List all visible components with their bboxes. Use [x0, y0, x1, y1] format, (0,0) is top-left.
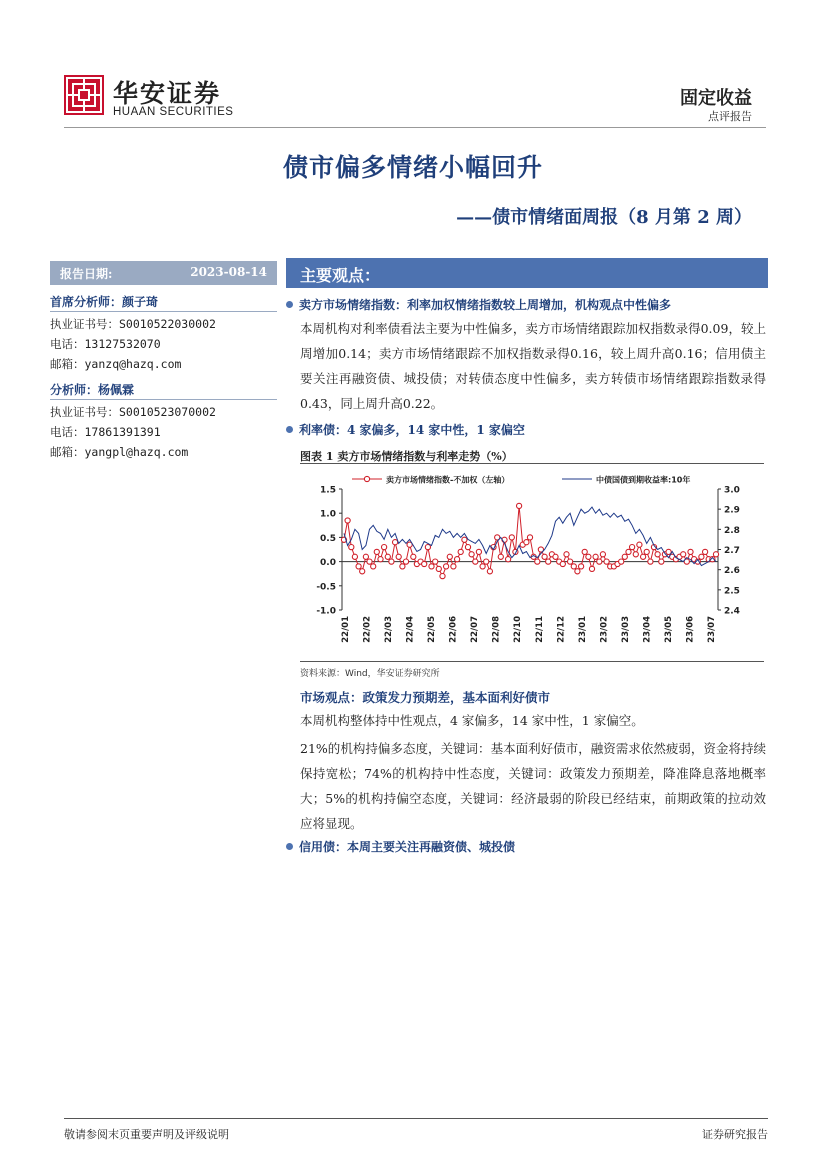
right-tick-label: 2.7: [724, 546, 740, 556]
legend-marker-1: [364, 476, 369, 481]
series-point: [393, 540, 398, 545]
series-point: [345, 518, 350, 523]
bullet-credit: [286, 838, 515, 855]
analyst2-divider: [50, 399, 277, 400]
series-point: [604, 559, 609, 564]
bullet-dot-icon: [286, 301, 293, 308]
series-point: [462, 537, 467, 542]
x-tick-label: 22/03: [384, 616, 395, 643]
header-divider: [64, 127, 766, 128]
institution-views-paragraph: 21%的机构持偏多态度，关键词：基本面利好债市，融资需求依然疲弱，资金将持续保持宽松；74%的机构持中性态度，关键词：政策发力预期差，降准降息落地概率大；5%的机构持偏空态度，关键词：经济最弱的阶段已经结束，前期政策的拉动效应将显现。: [300, 741, 766, 831]
series-point: [458, 549, 463, 554]
logo-mark: [64, 75, 104, 115]
x-tick-label: 23/04: [642, 616, 653, 643]
series-point: [688, 549, 693, 554]
series-point: [433, 559, 438, 564]
series-point: [455, 557, 460, 562]
series-point: [644, 549, 649, 554]
footer-disclaimer[interactable]: 敬请参阅末页重要声明及评级说明: [64, 1128, 229, 1141]
x-tick-label: 23/03: [620, 616, 631, 643]
series-point: [564, 552, 569, 557]
right-tick-label: 2.5: [724, 586, 740, 597]
x-tick-label: 22/02: [362, 616, 373, 643]
series-point: [371, 564, 376, 569]
analyst2-cert: 执业证书号：S0010523070002: [50, 405, 216, 419]
left-tick-label: 0.5: [320, 533, 336, 544]
series-point: [473, 559, 478, 564]
bullet-credit-text: 信用债：本周主要关注再融资债、城投债: [299, 840, 516, 854]
series-point: [385, 554, 390, 559]
series-point: [400, 564, 405, 569]
series-point: [553, 554, 558, 559]
series-point: [633, 552, 638, 557]
series-point: [429, 564, 434, 569]
series-point: [630, 545, 635, 550]
series-point: [396, 554, 401, 559]
left-tick-label: 1.5: [320, 485, 336, 496]
right-tick-label: 2.8: [724, 525, 740, 536]
left-tick-label: -1.0: [316, 606, 336, 617]
series-point: [527, 535, 532, 540]
legend-label-2: 中债国债到期收益率:10年: [596, 475, 691, 485]
series-point: [506, 557, 511, 562]
report-title: 债市偏多情绪小幅回升: [282, 153, 543, 182]
report-type: 点评报告: [708, 110, 752, 123]
series-point: [487, 569, 492, 574]
series-point: [436, 566, 441, 571]
series-point: [363, 554, 368, 559]
x-tick-label: 23/02: [599, 616, 610, 643]
legend-label-1: 卖方市场情绪指数-不加权（左轴）: [386, 475, 510, 485]
series-point: [571, 564, 576, 569]
market-view-heading: 市场观点：政策发力预期差，基本面利好债市: [300, 690, 551, 705]
left-tick-label: -0.5: [316, 582, 336, 593]
series-point: [382, 545, 387, 550]
market-view-paragraph: 本周机构整体持中性观点，4 家偏多，14 家中性，1 家偏空。: [300, 713, 644, 728]
main-points-title: 主要观点：: [300, 266, 381, 285]
sentiment-rate-chart: [300, 463, 764, 661]
series-point: [360, 569, 365, 574]
series-point: [575, 569, 580, 574]
figure-bottom-rule: [300, 661, 764, 662]
bullet-rates: [286, 421, 525, 438]
analyst2-title: 分析师：杨佩霖: [50, 383, 135, 397]
series-point: [637, 542, 642, 547]
series-point: [560, 561, 565, 566]
right-tick-label: 2.4: [724, 606, 740, 617]
series-point: [589, 566, 594, 571]
series-point: [352, 554, 357, 559]
series-point: [367, 559, 372, 564]
date-label: 报告日期:: [60, 267, 113, 281]
series-point: [444, 564, 449, 569]
date-value: 2023-08-14: [190, 265, 267, 279]
bullet-sentiment-text: 卖方市场情绪指数：利率加权情绪指数较上周增加，机构观点中性偏多: [299, 298, 672, 312]
x-tick-label: 22/06: [448, 616, 459, 643]
analyst1-email[interactable]: 邮箱：yanzq@hazq.com: [50, 357, 182, 371]
series-point: [641, 554, 646, 559]
right-tick-label: 2.9: [724, 505, 740, 516]
bullet-dot-icon: [286, 426, 293, 433]
report-date-bar: [50, 261, 277, 285]
x-tick-label: 22/04: [405, 616, 416, 643]
series-point: [542, 554, 547, 559]
series-point: [480, 564, 485, 569]
series-point: [681, 552, 686, 557]
logo-english: HUAAN SECURITIES: [113, 106, 234, 118]
series-point: [622, 554, 627, 559]
x-tick-label: 23/05: [663, 616, 674, 643]
x-tick-label: 23/01: [577, 616, 588, 643]
analyst1-cert: 执业证书号：S0010522030002: [50, 317, 216, 331]
analyst1-title: 首席分析师：颜子琦: [50, 295, 159, 309]
bullet-sentiment: [286, 296, 671, 313]
series-point: [349, 545, 354, 550]
series-point: [703, 549, 708, 554]
series-point: [469, 552, 474, 557]
series-point: [535, 559, 540, 564]
series-point: [626, 549, 631, 554]
figure-title: 图表 1 卖方市场情绪指数与利率走势（%）: [300, 450, 513, 463]
series-point: [593, 554, 598, 559]
series-point: [476, 549, 481, 554]
series-point: [524, 540, 529, 545]
sentiment-paragraph: 本周机构对利率债看法主要为中性偏多，卖方市场情绪跟踪加权指数录得0.09，较上周增加0.14；卖方市场情绪跟踪不加权指数录得0.16，较上周升高0.16；信用债主要关注再融资债、城投债；对转债态度中性偏多，卖方转债市场情绪跟踪指数录得0.43，同上周升高0.22。: [300, 321, 766, 411]
series-point: [568, 559, 573, 564]
series-point: [378, 557, 383, 562]
x-tick-label: 22/05: [427, 616, 438, 643]
x-tick-label: 22/10: [513, 616, 524, 643]
analyst1-phone: 电话：13127532070: [50, 337, 161, 351]
x-tick-label: 23/06: [685, 616, 696, 643]
series-point: [659, 559, 664, 564]
series-point: [389, 559, 394, 564]
right-tick-label: 2.6: [724, 566, 740, 577]
report-category: 固定收益: [680, 88, 752, 109]
left-tick-label: 0.0: [320, 558, 336, 569]
x-tick-label: 22/07: [470, 616, 481, 643]
series-point: [447, 554, 452, 559]
x-tick-label: 23/07: [707, 616, 717, 643]
series-point: [440, 574, 445, 579]
series-point: [699, 554, 704, 559]
series-point: [586, 554, 591, 559]
series-point: [451, 564, 456, 569]
analyst2-phone: 电话：17861391391: [50, 425, 161, 439]
x-tick-label: 22/12: [556, 616, 567, 643]
x-tick-label: 22/11: [534, 616, 545, 643]
bullet-dot-icon: [286, 843, 293, 850]
series-point: [356, 564, 361, 569]
series-point: [403, 559, 408, 564]
series-point: [713, 552, 718, 557]
series-point: [579, 564, 584, 569]
series-point: [600, 552, 605, 557]
series-point: [655, 552, 660, 557]
series-point: [422, 561, 427, 566]
right-tick-label: 3.0: [724, 485, 740, 496]
series-point: [517, 503, 522, 508]
series-point: [425, 545, 430, 550]
x-tick-label: 22/08: [491, 616, 502, 643]
series-point: [582, 549, 587, 554]
bullet-rates-text: 利率债：4 家偏多，14 家中性，1 家偏空: [299, 423, 525, 437]
analyst1-divider: [50, 311, 277, 312]
series-point: [498, 554, 503, 559]
figure-source: 资料来源：Wind，华安证券研究所: [300, 669, 440, 679]
series-point: [546, 559, 551, 564]
footer-report-type: 证券研究报告: [702, 1128, 768, 1141]
footer-divider: [64, 1118, 768, 1119]
series-point: [619, 559, 624, 564]
series-point: [648, 559, 653, 564]
series-point: [411, 554, 416, 559]
analyst2-email[interactable]: 邮箱：yangpl@hazq.com: [50, 445, 189, 459]
series-point: [597, 559, 602, 564]
x-tick-label: 22/01: [341, 616, 351, 643]
report-subtitle: ——债市情绪面周报（8 月第 2 周）: [456, 207, 752, 228]
series-point: [465, 545, 470, 550]
series-point: [374, 549, 379, 554]
logo-chinese: 华安证券: [113, 79, 222, 108]
series-point: [509, 535, 514, 540]
main-points-bar: [286, 258, 768, 288]
series-point: [484, 559, 489, 564]
left-tick-label: 1.0: [320, 509, 336, 520]
